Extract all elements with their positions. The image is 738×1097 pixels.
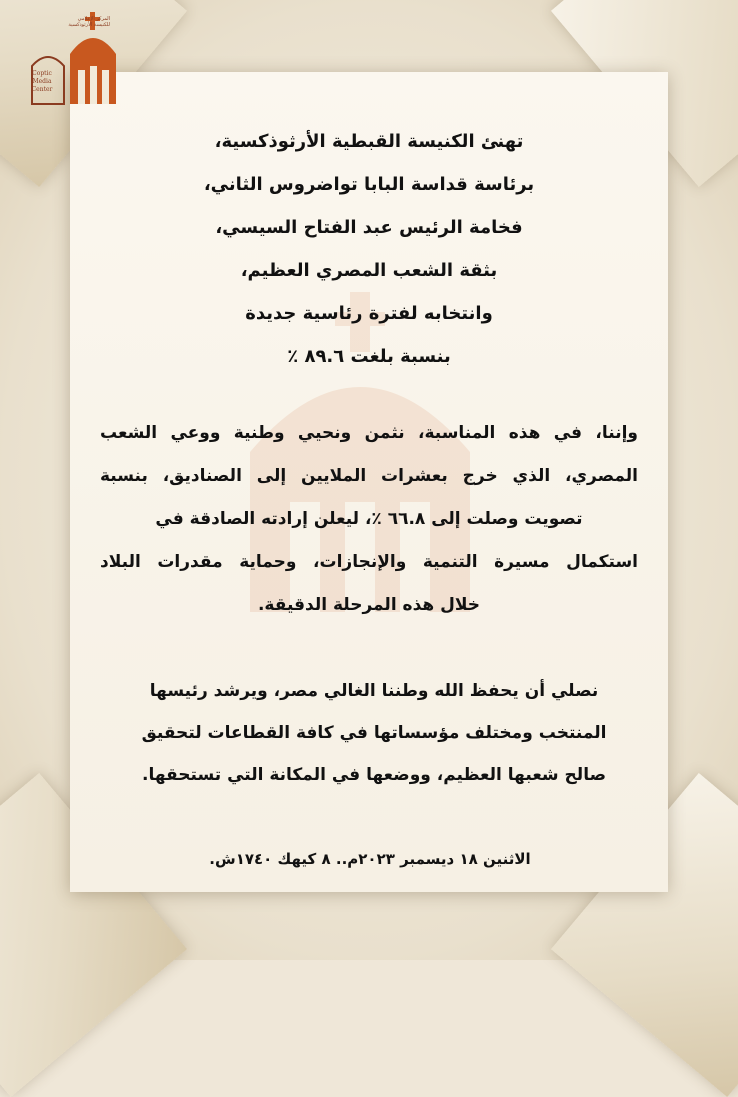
logo-arabic-text <box>58 16 110 28</box>
statement-date: الاثنين ١٨ ديسمبر ٢٠٢٣م.. ٨ كيهك ١٧٤٠ش. <box>209 850 531 868</box>
congrats-line: تهنئ الكنيسة القبطية الأرثوذكسية، <box>214 131 524 152</box>
paragraph-line: استكمال مسيرة التنمية والإنجازات، وحماية مقدرات البلاد <box>100 552 638 572</box>
congrats-line: فخامة الرئيس عبد الفتاح السيسي، <box>215 217 523 238</box>
congrats-line: بثقة الشعب المصري العظيم، <box>240 260 498 281</box>
logo-text-center: Center <box>31 86 53 93</box>
logo-text-media: Media <box>32 78 52 85</box>
paragraph-line: تصويت وصلت إلى ٦٦.٨ ٪، ليعلن إرادته الصادقة في <box>155 509 583 529</box>
logo-arabic-line: للكنيسة الأرثوذكسية <box>68 22 110 28</box>
congrats-line: برئاسة قداسة البابا تواضروس الثاني، <box>203 174 535 195</box>
logo-text-coptic: Coptic <box>32 70 52 77</box>
prayer-line: نصلي أن يحفظ الله وطننا الغالي مصر، ويرشد رئيسها <box>149 681 599 701</box>
logo-arabic-line: المركز الإعلامي <box>77 16 110 22</box>
paragraph-line: خلال هذه المرحلة الدقيقة. <box>257 595 481 615</box>
prayer-line: المنتخب ومختلف مؤسساتها في كافة القطاعات لتحقيق <box>141 723 607 743</box>
appreciation-paragraph <box>100 412 638 627</box>
prayer-line: صالح شعبها العظيم، ووضعها في المكانة التي تستحقها. <box>141 765 606 785</box>
congrats-line: بنسبة بلغت ٨٩.٦ ٪ <box>287 346 451 367</box>
logo-english-text <box>18 70 66 94</box>
prayer-paragraph <box>110 670 638 796</box>
congrats-line: وانتخابه لفترة رئاسية جديدة <box>245 303 493 324</box>
paragraph-line: المصري، الذي خرج بعشرات الملايين إلى الصناديق، بنسبة <box>100 466 638 486</box>
paragraph-line: وإننا، في هذه المناسبة، نثمن ونحيي وطنية ووعي الشعب <box>100 423 638 443</box>
congratulation-block <box>150 120 588 378</box>
